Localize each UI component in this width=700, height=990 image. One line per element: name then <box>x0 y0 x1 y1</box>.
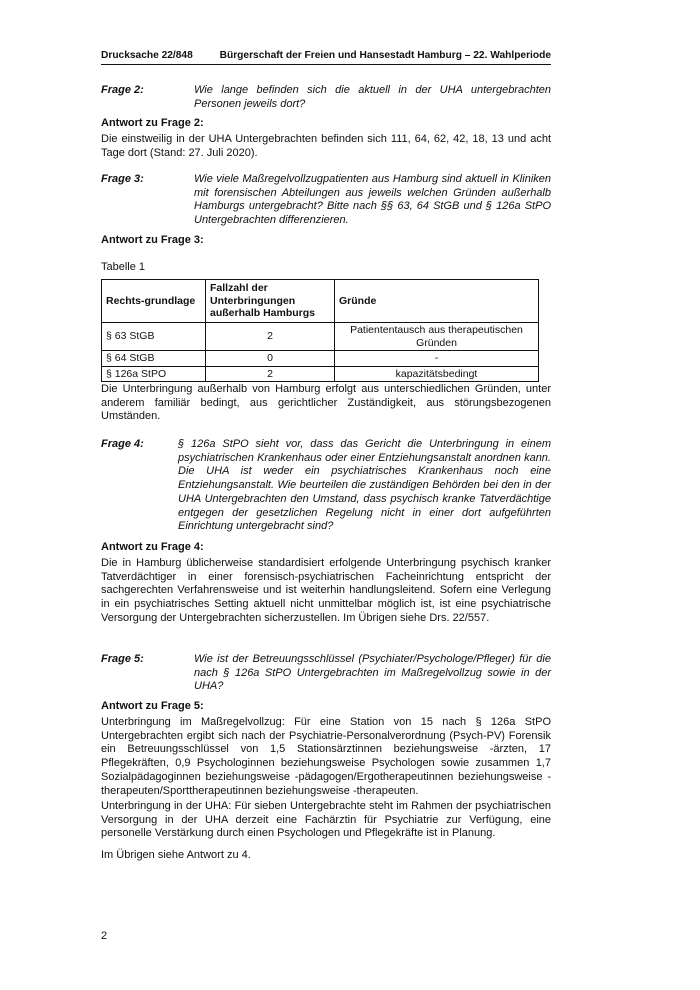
table-caption: Tabelle 1 <box>101 261 146 273</box>
question-3-text: Wie viele Maßregelvollzugpatienten aus Hamburg sind aktuell in Kliniken mit forensischen Abteilungen aus jeweils welchen Gründen außerhalb Hamburgs untergebracht? Bitte nach §§ 63, 64 StGB und § 126a StPO Untergebrachten differenzieren. <box>194 173 551 227</box>
table-header-cell: Rechts-grundlage <box>102 280 206 323</box>
table-cell: 2 <box>206 323 335 351</box>
question-5 <box>101 653 551 695</box>
answer-5-paragraph-1: Unterbringung im Maßregelvollzug: Für eine Station von 15 nach § 126a StPO Untergebrachten ergibt sich nach der Psychiatrie-Personalverordnung (Psych-PV) Forensik ein Betreuungsschlüssel von 1,5 Stationsärztinnen beziehungsweise -ärzten, 17 Pflegekräften, 0,9 Psychologinnen beziehungsweise Psychologen sowie zusammen 1,7 Sozialpädagoginnen beziehungsweise -pädagogen/Ergotherapeutinnen beziehungsweise -therapeuten/Sporttherapeutinnen beziehungsweise -therapeuten. <box>101 716 551 797</box>
table-row <box>102 351 539 367</box>
table-cell: kapazitätsbedingt <box>335 366 539 382</box>
table-cell: 2 <box>206 366 335 382</box>
parliament-title: Bürgerschaft der Freien und Hansestadt Hamburg – 22. Wahlperiode <box>219 50 551 61</box>
table-header-cell: Fallzahl der Unterbringungen außerhalb Hamburgs <box>206 280 335 323</box>
table-header-cell: Gründe <box>335 280 539 323</box>
answer-5-paragraph-3: Im Übrigen siehe Antwort zu 4. <box>101 849 251 861</box>
table-row <box>102 366 539 382</box>
table-cell: § 64 StGB <box>102 351 206 367</box>
table-row <box>102 323 539 351</box>
answer-2-text: Die einstweilig in der UHA Untergebrachten befinden sich 111, 64, 62, 42, 18, 13 und acht Tage dort (Stand: 27. Juli 2020). <box>101 133 551 159</box>
answer-3-text: Die Unterbringung außerhalb von Hamburg erfolgt aus unterschiedlichen Gründen, unter anderem familiär bedingt, aus gerichtlicher Zuständigkeit, aus störungsbezogenen Umständen. <box>101 383 551 423</box>
answer-4-heading: Antwort zu Frage 4: <box>101 541 204 553</box>
question-4-label: Frage 4: <box>101 438 144 450</box>
answer-5-heading: Antwort zu Frage 5: <box>101 700 204 712</box>
question-2-label: Frage 2: <box>101 84 144 96</box>
question-3-label: Frage 3: <box>101 173 144 185</box>
table-cell: - <box>335 351 539 367</box>
question-4-text: § 126a StPO sieht vor, dass das Gericht die Unterbringung in einem psychiatrischen Krankenhaus oder einer Entziehungsanstalt anordnen kann. Die UHA ist weder ein psychiatrisches Krankenhaus noch eine Entziehungsanstalt. Wie beurteilen die zuständigen Behörden bei den in der UHA Untergebrachten den Umstand, dass psychisch kranke Tatverdächtige entgegen der gesetzlichen Regelung nicht in einer dort aufgeführten Einrichtung untergebracht sind? <box>178 438 551 533</box>
question-3 <box>101 173 551 229</box>
table-cell: § 63 StGB <box>102 323 206 351</box>
question-2-text: Wie lange befinden sich die aktuell in der UHA untergebrachten Personen jeweils dort? <box>194 84 551 110</box>
page-number: 2 <box>101 930 108 942</box>
question-5-text: Wie ist der Betreuungsschlüssel (Psychiater/Psychologe/Pfleger) für die nach § 126a StPO Untergebrachten im Maßregelvollzug sowie in der UHA? <box>194 653 551 693</box>
question-4 <box>101 438 551 534</box>
table-cell: § 126a StPO <box>102 366 206 382</box>
answer-5-paragraph-2: Unterbringung in der UHA: Für sieben Untergebrachte steht im Rahmen der psychiatrischen Versorgung in der UHA derzeit eine Fachärztin für Psychiatrie zur Verfügung, eine personelle Verstärkung durch einen Psychologen und Pflegekräfte ist in Planung. <box>101 800 551 840</box>
answer-3-heading: Antwort zu Frage 3: <box>101 234 204 246</box>
table-cell: 0 <box>206 351 335 367</box>
question-2 <box>101 84 551 112</box>
answer-2-heading: Antwort zu Frage 2: <box>101 117 204 129</box>
answer-4-text: Die in Hamburg üblicherweise standardisiert erfolgende Unterbringung psychisch kranker Tatverdächtiger in einer forensisch-psychiatrischen Facheinrichtung entspricht der sachgerechten Verfahrensweise und ist weiterhin handlungsleitend. Sofern eine Verlegung in ein psychiatrisches Setting aktuell nicht unmittelbar möglich ist, ist eine psychiatrische Versorgung der Untergebrachten sicherzustellen. Im Übrigen siehe Drs. 22/557. <box>101 557 551 624</box>
table-cell: Patiententausch aus therapeutischen Gründen <box>335 323 539 351</box>
document-number: Drucksache 22/848 <box>101 50 193 61</box>
page-header <box>101 48 551 65</box>
data-table <box>101 279 539 382</box>
question-5-label: Frage 5: <box>101 653 144 665</box>
table-header-row <box>102 280 539 323</box>
